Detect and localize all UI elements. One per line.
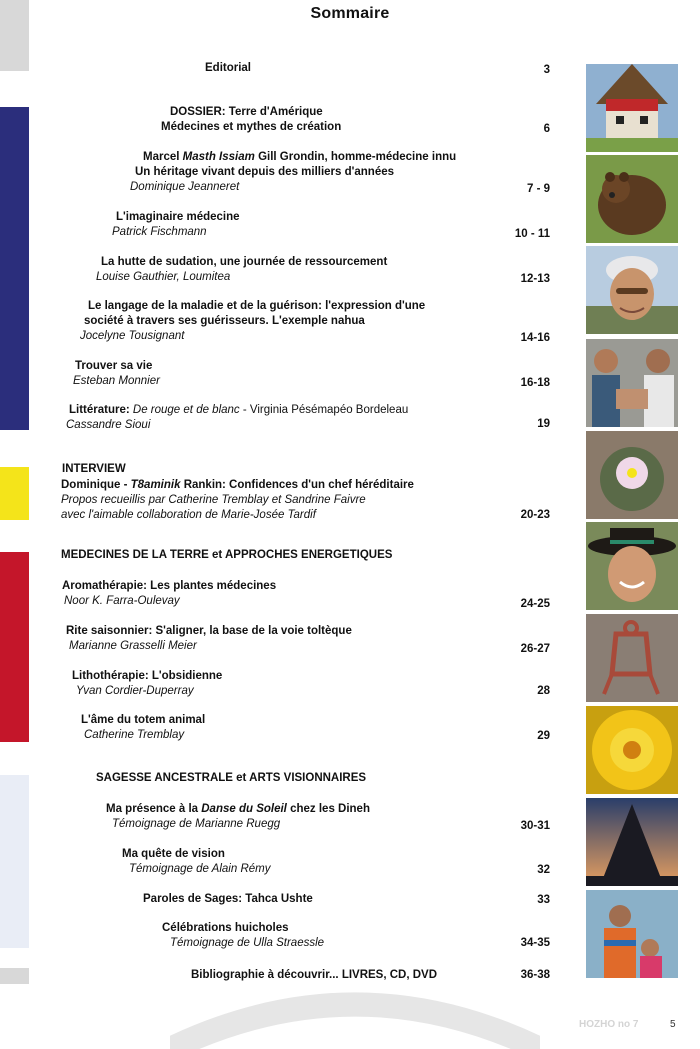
entry-title: Rite saisonnier: S'aligner, la base de la voie toltèque [66,625,352,637]
photo-petroglyph [586,614,678,702]
color-bar-yellow [0,467,29,520]
title-part: - Virginia Pésémapéo Bordeleau [239,404,409,416]
title-part: Rankin: Confidences d'un chef héréditaire [180,479,414,491]
page-number: 14-16 [520,332,550,344]
photo-people [586,339,678,427]
folio-page-number: 5 [670,1019,676,1030]
entry-title: Paroles de Sages: Tahca Ushte [143,893,313,905]
photo-huichol-women [586,890,678,984]
entry-title [69,403,408,418]
title-emphasis: Danse du Soleil [201,803,287,815]
entry-title: La hutte de sudation, une journée de ressourcement [101,256,388,268]
page-number: 34-35 [520,937,550,949]
entry-author: Catherine Tremblay [84,729,185,741]
entry-author: avec l'aimable collaboration de Marie-Josée Tardif [61,509,316,521]
page-number: 20-23 [520,509,550,521]
page-number: 29 [537,730,550,742]
toc-entry-langage-author [80,329,184,344]
entry-author: Marianne Grasselli Meier [69,640,197,652]
toc-entry-masth-author [130,180,239,195]
magazine-name: HOZHO no 7 [579,1019,639,1030]
entry-title [61,478,414,493]
page-number: 10 - 11 [514,228,550,240]
entry-author: Louise Gauthier, Loumitea [96,271,231,283]
section-heading-interview: INTERVIEW [62,463,126,475]
color-bar-blue [0,107,29,430]
toc-entry-editorial[interactable] [205,61,251,76]
toc-entry-celebrations-huicholes[interactable] [162,921,324,951]
entry-title: L'imaginaire médecine [116,211,240,223]
entry-author: Témoignage de Marianne Ruegg [112,818,281,830]
entry-author: Dominique Jeanneret [130,181,240,193]
title-emphasis: T8aminik [130,479,181,491]
page-title: Sommaire [310,5,390,22]
photo-yellow-flower [586,706,678,794]
photo-kachina-mask [586,64,678,152]
page-number: 32 [537,864,550,876]
entry-title: Bibliographie à découvrir... LIVRES, CD, DVD [191,969,438,981]
toc-entry-bibliographie[interactable] [191,968,437,983]
toc-entry-imaginaire[interactable] [112,210,240,240]
toc-entry-hutte[interactable] [96,255,388,285]
toc-entry-langage-line2 [84,314,365,329]
toc-entry-aromatherapie[interactable] [62,579,276,609]
section-heading-sagesse: SAGESSE ANCESTRALE et ARTS VISIONNAIRES [96,772,367,784]
title-emphasis: Masth Issiam [182,151,255,163]
toc-entry-masth-line2 [135,165,394,180]
entry-author: Témoignage de Alain Rémy [129,863,271,875]
toc-entry-paroles-sages[interactable] [143,892,313,907]
color-bar-red [0,552,29,742]
entry-title [106,802,370,817]
entry-author: Témoignage de Ulla Straessle [170,937,325,949]
entry-title: Editorial [205,62,252,74]
title-part: chez les Dineh [286,803,370,815]
entry-title: Un héritage vivant depuis des milliers d'années [135,166,395,178]
page-number: 33 [537,894,550,906]
photo-man-hat [586,522,678,610]
toc-entry-danse-du-soleil[interactable] [106,802,370,832]
title-label: Littérature: [69,404,130,416]
toc-entry-dossier-subtitle [161,120,341,135]
entry-title: Médecines et mythes de création [161,121,342,133]
entry-title: Aromathérapie: Les plantes médecines [62,580,277,592]
section-heading-medecines: MEDECINES DE LA TERRE et APPROCHES ENERGETIQUES [61,549,393,561]
toc-entry-trouver[interactable] [75,359,160,389]
entry-author: Cassandre Sioui [66,419,151,431]
page-number: 26-27 [520,643,550,655]
toc-entry-interview[interactable] [61,478,414,523]
page-number: 6 [543,123,550,135]
toc-entry-quete-vision[interactable] [122,847,270,877]
toc-entry-rite-saisonnier[interactable] [66,624,352,654]
toc-entry-litterature[interactable] [66,403,409,433]
entry-author: Esteban Monnier [73,375,160,387]
color-bar-pale [0,775,29,948]
entry-title: Ma quête de vision [122,848,225,860]
entry-title: société à travers ses guérisseurs. L'exemple nahua [84,315,365,327]
entry-title [143,150,456,165]
entry-title: DOSSIER: Terre d'Amérique [170,106,323,118]
photo-tipi-sunset [586,798,678,886]
page-number: 16-18 [520,377,550,389]
entry-author: Propos recueillis par Catherine Tremblay et Sandrine Faivre [61,494,366,506]
entry-title: L'âme du totem animal [81,714,206,726]
toc-entry-langage[interactable] [88,299,425,314]
page-number: 30-31 [520,820,550,832]
page-number: 24-25 [520,598,550,610]
page-number: 3 [543,64,550,76]
title-part: Gill Grondin, homme-médecine innu [254,151,457,163]
toc-entry-ame-totem[interactable] [81,713,205,743]
color-bar-gray-bottom [0,968,29,984]
toc-entry-lithotherapie[interactable] [72,669,222,699]
page-number: 36-38 [520,969,550,981]
title-part: Ma présence à la [106,803,202,815]
toc-entry-masth-issiam[interactable] [143,150,456,165]
entry-title: Le langage de la maladie et de la guérison: l'expression d'une [88,300,426,312]
decorative-arc [170,990,540,1049]
entry-author: Jocelyne Tousignant [80,330,185,342]
photo-elder-portrait [586,246,678,334]
entry-author: Patrick Fischmann [112,226,207,238]
entry-author: Yvan Cordier-Duperray [76,685,194,697]
title-emphasis: De rouge et de blanc [129,404,240,416]
page-number: 7 - 9 [526,183,550,195]
entry-title: Trouver sa vie [75,360,153,372]
toc-entry-dossier[interactable] [170,105,323,120]
page-number: 19 [537,418,550,430]
entry-title: Lithothérapie: L'obsidienne [72,670,223,682]
entry-title: Célébrations huicholes [162,922,289,934]
title-part: Dominique - [61,479,131,491]
title-part: Marcel [143,151,183,163]
page-number: 12-13 [520,273,550,285]
page-number: 28 [537,685,550,697]
photo-bear [586,155,678,243]
entry-author: Noor K. Farra-Oulevay [64,595,180,607]
photo-cactus-flower [586,431,678,519]
